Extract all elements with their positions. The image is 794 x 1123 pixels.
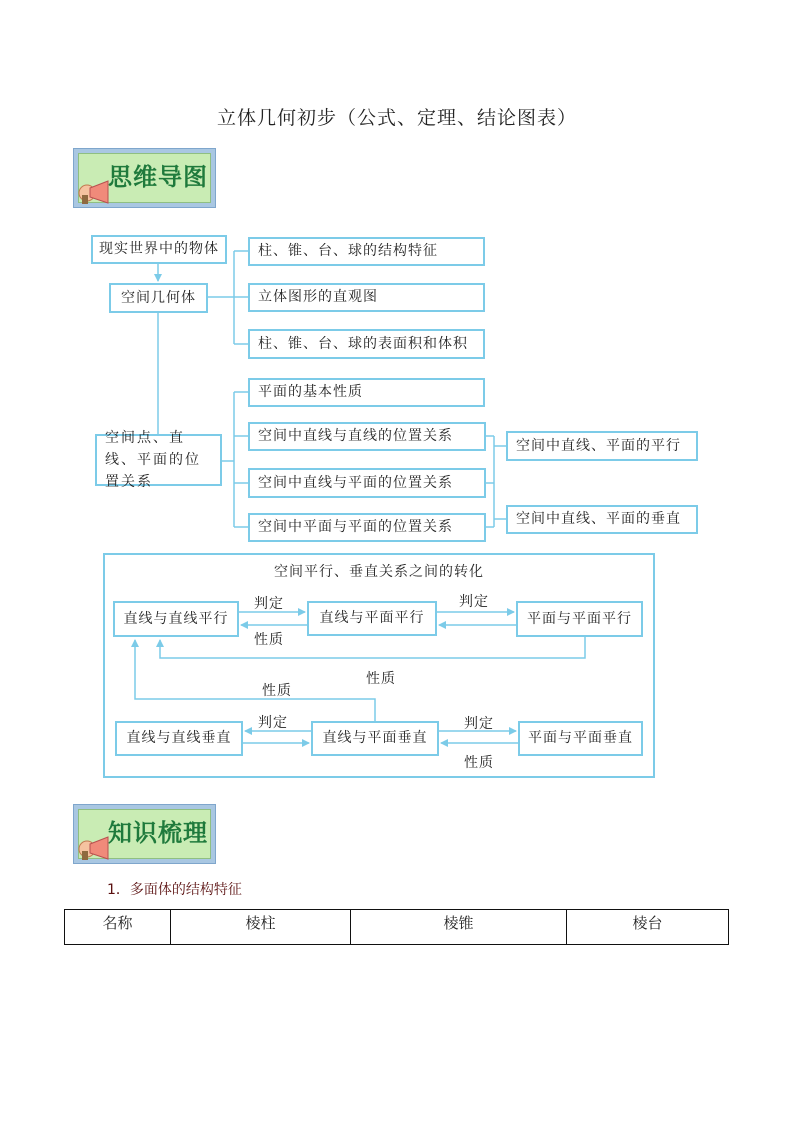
table-header-cell: 棱台 [567, 910, 729, 945]
node-perpendicular: 空间中直线、平面的垂直 [506, 505, 698, 534]
section-heading: 1．多面体的结构特征 [107, 882, 242, 898]
label-judge: 判定 [254, 596, 284, 612]
mind-map-label: 思维导图 [108, 163, 208, 191]
conversion-title: 空间平行、垂直关系之间的转化 [274, 564, 484, 580]
box-plane-plane-parallel: 平面与平面平行 [516, 601, 643, 637]
box-plane-plane-perpendicular: 平面与平面垂直 [518, 721, 643, 756]
table-header-row [65, 910, 729, 945]
label-property: 性质 [366, 671, 396, 687]
node-parallel: 空间中直线、平面的平行 [506, 431, 698, 461]
node-spatial-solid: 空间几何体 [109, 283, 208, 313]
knowledge-label: 知识梳理 [108, 819, 208, 847]
knowledge-badge [73, 804, 216, 864]
label-judge: 判定 [464, 716, 494, 732]
node-line-plane: 空间中直线与平面的位置关系 [248, 468, 486, 498]
table-header-cell: 棱柱 [171, 910, 351, 945]
polyhedron-table [64, 909, 729, 945]
node-positional-relations: 空间点、直线、平面的位置关系 [95, 434, 222, 486]
box-line-line-perpendicular: 直线与直线垂直 [115, 721, 243, 756]
label-property: 性质 [254, 632, 284, 648]
box-line-line-parallel: 直线与直线平行 [113, 601, 239, 637]
node-real-world-objects: 现实世界中的物体 [91, 235, 227, 264]
node-intuitive-drawing: 立体图形的直观图 [248, 283, 485, 312]
node-structure: 柱、锥、台、球的结构特征 [248, 237, 485, 266]
box-line-plane-parallel: 直线与平面平行 [307, 601, 437, 636]
node-plane-plane: 空间中平面与平面的位置关系 [248, 513, 486, 542]
page-title: 立体几何初步（公式、定理、结论图表） [216, 107, 577, 129]
label-judge: 判定 [459, 594, 489, 610]
node-line-line: 空间中直线与直线的位置关系 [248, 422, 486, 451]
box-line-plane-perpendicular: 直线与平面垂直 [311, 721, 439, 756]
table-header-cell: 名称 [65, 910, 171, 945]
megaphone-icon [78, 831, 112, 861]
label-property: 性质 [464, 755, 494, 771]
table-header-cell: 棱锥 [351, 910, 567, 945]
label-judge: 判定 [258, 715, 288, 731]
label-property: 性质 [262, 683, 292, 699]
node-plane-basic: 平面的基本性质 [248, 378, 485, 407]
node-area-volume: 柱、锥、台、球的表面积和体积 [248, 329, 485, 359]
